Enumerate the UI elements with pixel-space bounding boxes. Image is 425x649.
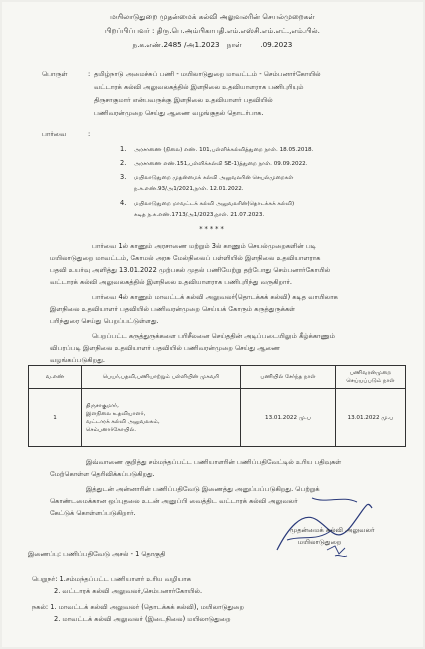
header-office-title: மயிலாடுதுறை முதன்மைக் கல்வி அலுவலரின் செயல்முறைகள் xyxy=(110,12,315,21)
table-cell-regularised: 13.01.2022 மு.ப xyxy=(336,389,406,447)
reference-2-number: 2. xyxy=(120,159,127,167)
reference-3-number: 3. xyxy=(120,173,127,181)
para5-line-2: கொண்டமைக்கான ஒப்புதலை உடன் அனுப்பி வைத்திட வட்டாரக் கல்வி அலுவலர் xyxy=(50,497,298,505)
table-header-row xyxy=(29,366,406,389)
subject-colon-mark: : xyxy=(88,70,91,78)
employee-office: வட்டாரக் கல்வி அலுவலகம், xyxy=(86,418,160,425)
reference-4-number: 4. xyxy=(120,199,127,207)
header-issued-by: பிறப்பிப்பவர் : திரு.பெ.அம்பிகாபதி.எம்.எஸ்சி.எம்.எட்.,எம்.பில். xyxy=(105,26,320,35)
date-value: .09.2023 xyxy=(260,40,293,49)
references-label: பார்வை xyxy=(42,130,67,138)
reference-4-line-1: மயிலாடுதுறை மாவட்டக் கல்வி அலுவலரின்(தொடக்கக் கல்வி) xyxy=(134,201,295,207)
para3-line-2: விபரப்படி இளநிலை உதவியாளர் பதவியில் பணிவரன்முறை செய்து ஆணை xyxy=(50,344,281,352)
table-header-sno: வ.எண் xyxy=(29,366,82,389)
subject-line-4: பணிவரன்முறை செய்து ஆணை வழங்குதல் தொடர்பாக. xyxy=(94,109,264,117)
signature-place: மயிலாடுதுறை xyxy=(298,538,342,546)
para1-line-1: பார்வை 1ல் காணும் அரசாணை மற்றும் 3ல் காணும் செயல்முறைகளின் படி xyxy=(92,242,316,250)
para3-line-3: வழங்கப்படுகிறது. xyxy=(50,356,106,364)
para3-line-1: பெறப்பட்ட கருத்துருக்களை பரிசீலனை செய்ததின் அடிப்படையிலும் கீழ்க்காணும் xyxy=(92,332,336,340)
table-cell-joined: 13.01.2022 மு.ப xyxy=(241,389,336,447)
para4-line-2: மேற்கொள்ள தெரிவிக்கப்படுகிறது. xyxy=(50,470,155,478)
employee-place: செம்பனார்கோயில். xyxy=(86,426,137,433)
recipient-line-1: பெறுநர்: 1.சம்மந்தப்பட்ட பணியாளர் உரிய வழியாக xyxy=(32,575,191,583)
copy-line-2: 2. மாவட்டக் கல்வி அலுவலர் (இடைநிலை) மயிலாடுதுறை xyxy=(54,615,231,623)
subject-line-1: தமிழ்நாடு அமைச்சுப் பணி - மயிலாடுதுறை மாவட்டம் - செம்பனார்கோயில் xyxy=(94,70,321,78)
para1-line-3: பதவி உயர்வு அளித்து 13.01.2022 முற்பகல் முதல் பணியேற்று தற்போது செம்பனார்கோயில் xyxy=(50,266,331,274)
subject-line-3: திருசாகுமார் என்பவருக்கு இளநிலை உதவியாளர் பதவியில் xyxy=(94,96,273,104)
para4-line-1: இவ்வாணை குறித்து சம்மந்தப்பட்ட பணியாளரின் பணிப்பதிவேட்டில் உரிய பதிவுகள் xyxy=(86,458,342,466)
references-colon: : xyxy=(88,130,91,138)
table-cell-name xyxy=(82,389,241,447)
table-cell-sno: 1 xyxy=(29,389,82,447)
para5-line-1: இத்துடன் அன்னாரின் பணிப்பதிவேடு இணைத்து அனுப்பப்படுகிறது. பெற்றுக் xyxy=(86,485,320,493)
subject-line-2: வட்டாரக் கல்வி அலுவலகத்தில் இளநிலை உதவியாளராக பணிபுரியும் xyxy=(94,83,304,91)
table-header-regularised: பணிவரன்முறை செய்யப்படும் நாள் xyxy=(336,366,406,389)
table-row xyxy=(29,389,406,447)
para2-line-1: பார்வை 4ல் காணும் மாவட்டக் கல்வி அலுவலர்(தொடக்கக் கல்வி) கடித வாயிலாக xyxy=(92,293,338,301)
reference-number: ந.க.எண்.2485 /அ1.2023 xyxy=(132,40,220,49)
enclosure-line: இணைப்பு: பணிப்பதிவேடு அசல் - 1 தொகுதி xyxy=(28,550,166,558)
reference-3-line-1: மயிலாடுதுறை முதன்மைக் கல்வி அலுவலரின் செயல்முறைகள் xyxy=(134,175,294,181)
table-header-name: பெயர்,பதவி,பணியாற்றும் பள்ளியின் முகவரி xyxy=(82,366,241,389)
recipient-line-2: 2. வட்டாரக் கல்வி அலுவலர்,செம்பனார்கோயில். xyxy=(54,587,203,595)
reference-2-line-1: அரசாணை எண்.151,பள்ளிக்கல்வி SE-1)த்துறை நாள். 09.09.2022. xyxy=(134,161,308,167)
table-header-joined: பணியில் சேர்ந்த நாள் xyxy=(241,366,336,389)
reference-1-line-1: அரசாணை (நிலை) எண். 101,பள்ளிக்கல்வித்துறை நாள். 18.05.2018. xyxy=(134,147,314,153)
reference-3-line-2: ந.க.எண்.93/அ1/2021,நாள். 12.01.2022. xyxy=(134,186,244,192)
para1-line-4: வட்டாரக் கல்வி அலுவலகத்தில் இளநிலை உதவியாளராக பணிபுரிந்து வருகிறார். xyxy=(50,278,292,286)
reference-1-number: 1. xyxy=(120,145,127,153)
employee-name: திருசாகுமார், xyxy=(86,402,119,409)
reference-separator: ***** xyxy=(199,225,226,233)
date-label: நாள் xyxy=(226,40,245,49)
para2-line-2: இளநிலை உதவியாளர் பதவியில் பணிவரன்முறை செய்யக் கோரும் கருத்துருக்கள் xyxy=(50,305,296,313)
copy-line-1: நகல்: 1. மாவட்டக் கல்வி அலுவலர் (தொடக்கக் கல்வி), மயிலாடுதுறை xyxy=(32,603,244,611)
para5-line-3: கேட்டுக் கொள்ளப்படுகிறார். xyxy=(50,509,136,517)
para2-line-3: பரிந்துரை செய்து பெறப்பட்டுள்ளது. xyxy=(50,317,159,325)
para1-line-2: மயிலாடுதுறை மாவட்டம், கோமல் அரசு மேல்நிலைப் பள்ளியில் இளநிலை உதவியாளராக xyxy=(50,254,321,262)
regularisation-table xyxy=(28,365,406,447)
signature-title: முதன்மைக் கல்வி அலுவலர் xyxy=(290,526,375,534)
document-page xyxy=(2,2,423,647)
subject-label: பொருள் xyxy=(42,70,68,78)
header-reference-number xyxy=(2,40,423,50)
employee-designation: இளநிலை உதவியாளர், xyxy=(86,410,146,417)
reference-4-line-2: கடித ந.க.எண்.1713/அ1/2023,நாள். 21.07.2023. xyxy=(134,212,265,218)
